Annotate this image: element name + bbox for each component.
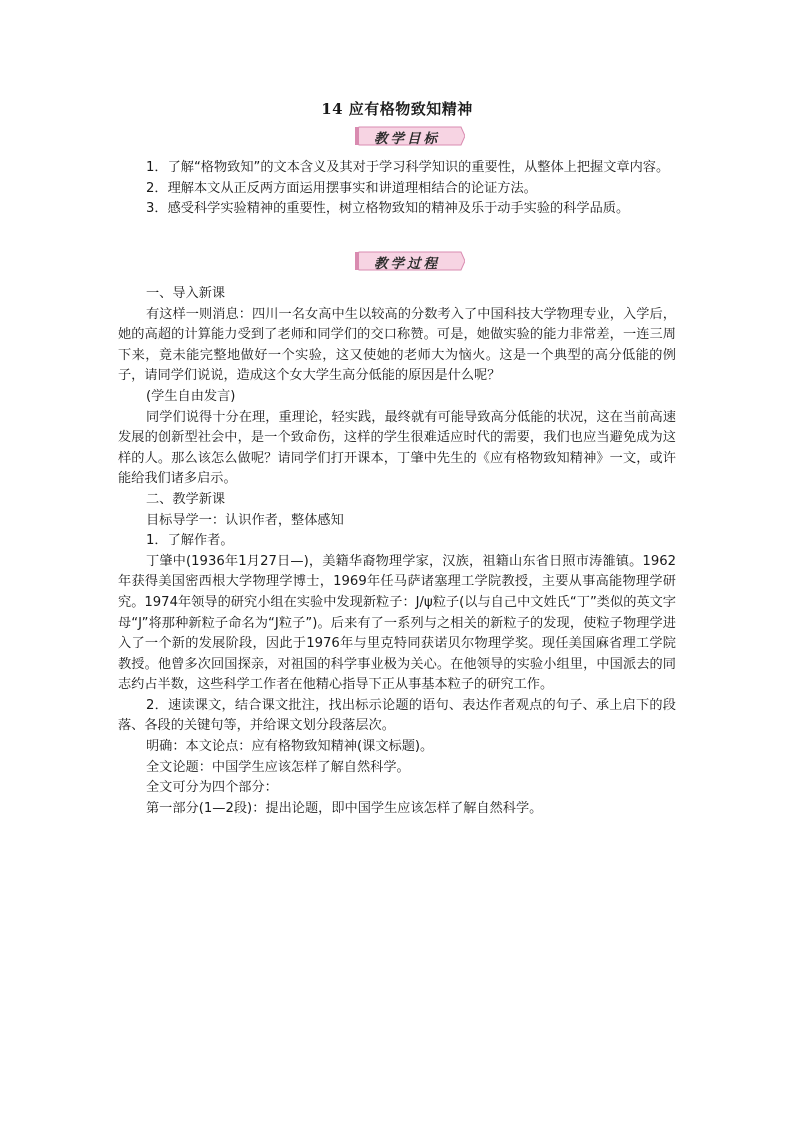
body-paragraph: 1．了解作者。 <box>146 533 234 549</box>
body-paragraph: 全文可分为四个部分： <box>146 780 278 796</box>
body-paragraph: 有这样一则消息：四川一名女高中生以较高的分数考入了中国科技大学物理专业，入学后，她的高超的计算能力受到了老师和同学们的交口称赞。可是，她做实验的能力非常差，一连三周下来，竟未能完整地做好一个实验，这又使她的老师大为恼火。这是一个典型的高分低能的例子，请同学们说说，造成这个女大学生高分低能的原因是什么呢？ <box>118 306 676 384</box>
objective-item: 1．了解“格物致知”的文本含义及其对于学习科学知识的重要性，从整体上把握文章内容。 <box>146 160 670 175</box>
body-paragraph: 同学们说得十分在理，重理论，轻实践，最终就有可能导致高分低能的状况，这在当前高速发展的创新型社会中，是一个致命伤，这样的学生很难适应时代的需要，我们也应当避免成为这样的人。那么该怎么做呢？请同学们打开课本，丁肇中先生的《应有格物致知精神》一文，或许能给我们诸多启示。 <box>118 409 676 487</box>
objectives-list <box>118 158 676 220</box>
body-paragraph: 明确：本文论点：应有格物致知精神(课文标题)。 <box>146 739 434 755</box>
banner-process-label: 教学过程 <box>374 256 440 272</box>
body-paragraph: 第一部分(1—2段)：提出论题，即中国学生应该怎样了解自然科学。 <box>146 800 543 816</box>
section-banner-objectives <box>355 125 465 147</box>
body-paragraph: 目标导学一：认识作者，整体感知 <box>146 512 344 528</box>
body-paragraph: 二、教学新课 <box>146 491 226 507</box>
process-body <box>118 284 676 819</box>
lesson-title: 14 应有格物致知精神 <box>321 100 473 118</box>
section-banner-process <box>355 250 465 272</box>
body-paragraph: 丁肇中(1936年1月27日—)，美籍华裔物理学家，汉族，祖籍山东省日照市涛雒镇。1962年获得美国密西根大学物理学博士，1969年任马萨诸塞理工学院教授，主要从事高能物理学研究。1974年领导的研究小组在实验中发现新粒子：J/ψ粒子(以与自己中文姓氏“丁”类似的英文字母“J”将那种新粒子命名为“J粒子”)。后来有了一系列与之相关的新粒子的发现，使粒子物理学进入了一个新的发展阶段，因此于1976年与里克特同获诺贝尔物理学奖。现任美国麻省理工学院教授。他曾多次回国探亲，对祖国的科学事业极为关心。在他领导的实验小组里，中国派去的同志约占半数，这些科学工作者在他精心指导下正从事基本粒子的研究工作。 <box>118 553 676 693</box>
objective-item: 3．感受科学实验精神的重要性，树立格物致知的精神及乐于动手实验的科学品质。 <box>146 201 630 217</box>
body-paragraph: (学生自由发言) <box>146 388 236 404</box>
body-paragraph: 全文论题：中国学生应该怎样了解自然科学。 <box>146 759 410 775</box>
objective-item: 2．理解本文从正反两方面运用摆事实和讲道理相结合的论证方法。 <box>146 180 537 196</box>
banner-objectives-label: 教学目标 <box>374 131 440 147</box>
body-paragraph: 2．速读课文，结合课文批注，找出标示论题的语句、表达作者观点的句子、承上启下的段落、各段的关键句等，并给课文划分段落层次。 <box>118 697 676 734</box>
body-paragraph: 一、导入新课 <box>146 286 226 301</box>
